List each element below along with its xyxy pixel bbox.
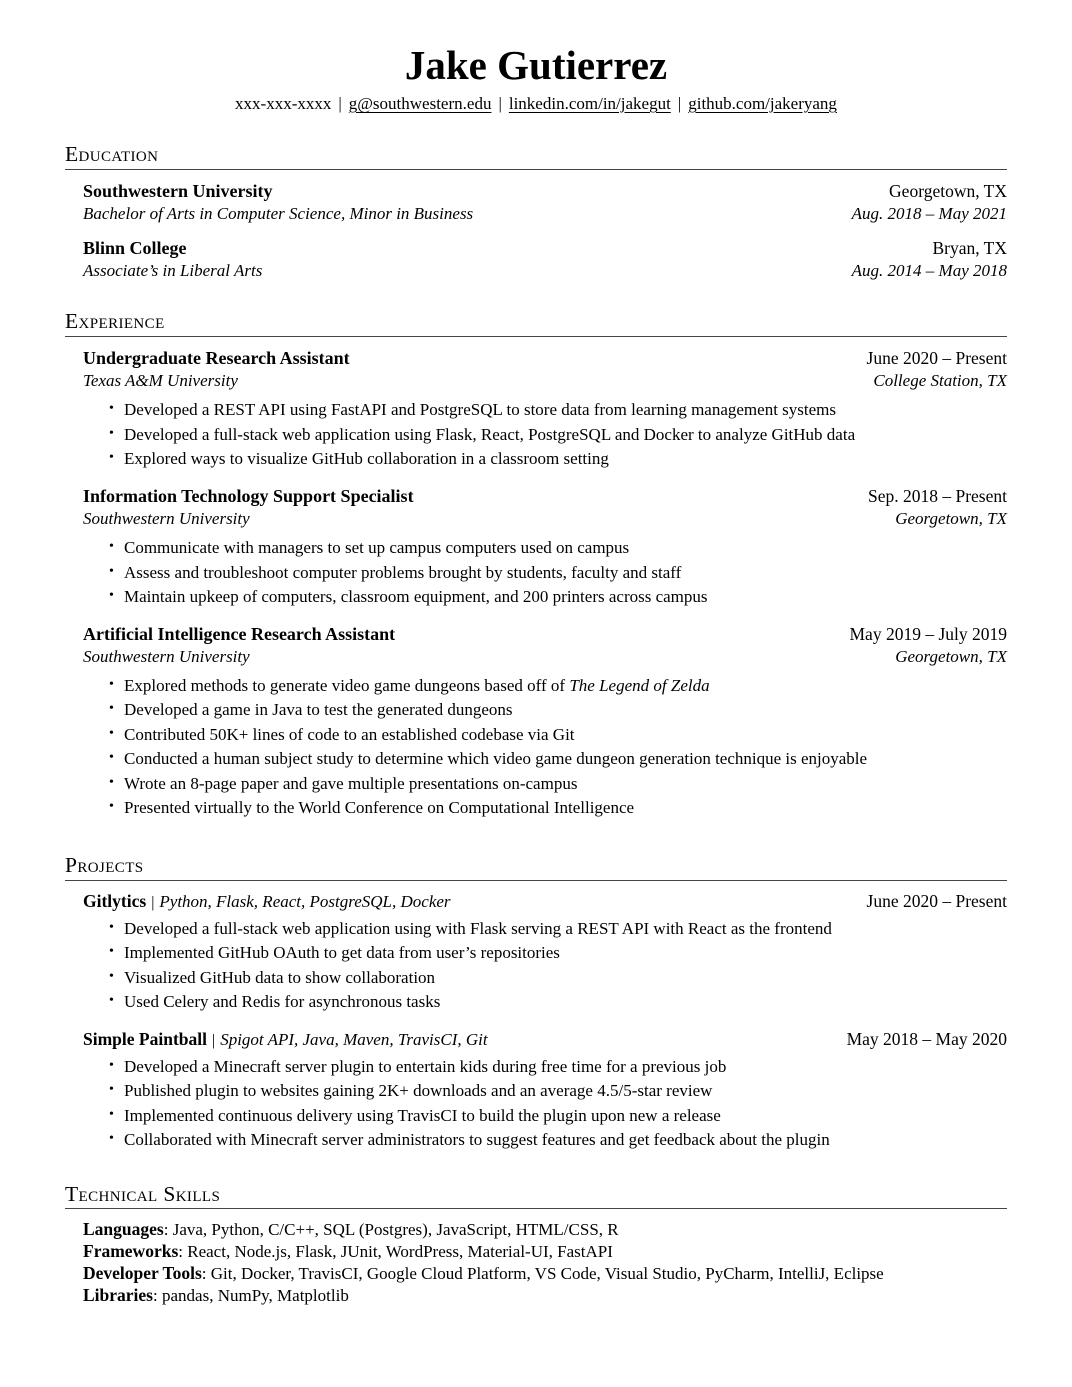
contact-separator: | [498, 94, 502, 114]
project-stack: Spigot API, Java, Maven, TravisCI, Git [220, 1029, 488, 1049]
section-skills [65, 1183, 1007, 1307]
email-link[interactable]: g@southwestern.edu [348, 94, 492, 114]
project-bullet-list [83, 917, 1007, 1015]
phone-text: xxx-xxx-xxxx [235, 94, 332, 114]
skills-row [83, 1219, 1007, 1241]
degree: Associate’s in Liberal Arts [83, 261, 263, 281]
bullet-item: • Assess and troubleshoot computer problems brought by students, faculty and staff [124, 561, 1007, 586]
bullet-text: Explored methods to generate video game dungeons based off of [124, 675, 570, 695]
skills-value: Git, Docker, TravisCI, Google Cloud Platform, VS Code, Visual Studio, PyCharm, IntelliJ, Eclipse [210, 1263, 884, 1283]
linkedin-link[interactable]: linkedin.com/in/jakegut [508, 94, 671, 114]
bullet-item: • Explored ways to visualize GitHub collaboration in a classroom setting [124, 447, 1007, 472]
contact-line [65, 94, 1007, 114]
skills-row [83, 1285, 1007, 1307]
job-entry [83, 623, 1007, 821]
bullet-item: • Conducted a human subject study to determine which video game dungeon generation technique is enjoyable [124, 747, 1007, 772]
project-entry [83, 1029, 1007, 1153]
skills-label: Languages [83, 1219, 164, 1240]
section-education [65, 143, 1007, 283]
bullet-item [124, 674, 1007, 699]
skills-row [83, 1241, 1007, 1263]
skills-value: React, Node.js, Flask, JUnit, WordPress, Material-UI, FastAPI [187, 1242, 613, 1262]
job-location: Georgetown, TX [895, 509, 1007, 529]
education-dates: Aug. 2014 – May 2018 [851, 261, 1007, 281]
skills-label: Developer Tools [83, 1262, 202, 1283]
skills-value: Java, Python, C/C++, SQL (Postgres), JavaScript, HTML/CSS, R [172, 1220, 619, 1240]
section-title-education: Education [65, 143, 1007, 170]
job-dates: June 2020 – Present [866, 347, 1007, 368]
section-title-projects: Projects [65, 854, 1007, 881]
bullet-item: • Visualized GitHub data to show collaboration [124, 966, 1007, 991]
education-entry [83, 237, 1007, 283]
bullet-item: • Implemented continuous delivery using TravisCI to build the plugin upon new a release [124, 1104, 1007, 1129]
project-name: Gitlytics [83, 890, 147, 911]
skills-label: Frameworks [83, 1241, 179, 1262]
job-bullet-list [83, 674, 1007, 821]
project-separator: | [211, 1031, 216, 1049]
skills-label: Libraries [83, 1284, 153, 1305]
company-name: Southwestern University [83, 509, 250, 529]
project-name: Simple Paintball [83, 1028, 207, 1049]
bullet-item: • Developed a full-stack web application using Flask, React, PostgreSQL and Docker to analyze GitHub data [124, 423, 1007, 448]
job-title: Information Technology Support Specialist [83, 485, 414, 506]
skills-value: pandas, NumPy, Matplotlib [161, 1285, 349, 1305]
institution-location: Bryan, TX [932, 238, 1007, 259]
skills-separator: : [178, 1242, 188, 1262]
job-entry [83, 347, 1007, 472]
skills-separator: : [153, 1285, 162, 1305]
institution-name: Blinn College [83, 238, 187, 259]
bullet-item: • Contributed 50K+ lines of code to an established codebase via Git [124, 723, 1007, 748]
project-dates: June 2020 – Present [866, 890, 1007, 911]
candidate-name: Jake Gutierrez [404, 42, 668, 88]
project-entry [83, 891, 1007, 1015]
skills-separator: : [163, 1220, 173, 1240]
bullet-item: • Maintain upkeep of computers, classroom equipment, and 200 printers across campus [124, 585, 1007, 610]
job-dates: Sep. 2018 – Present [867, 485, 1007, 506]
project-stack: Python, Flask, React, PostgreSQL, Docker [159, 891, 451, 911]
project-dates: May 2018 – May 2020 [846, 1028, 1007, 1049]
degree: Bachelor of Arts in Computer Science, Minor in Business [83, 204, 474, 224]
bullet-item: • Implemented GitHub OAuth to get data from user’s repositories [124, 941, 1007, 966]
company-name: Southwestern University [83, 647, 250, 667]
bullet-item: • Developed a Minecraft server plugin to entertain kids during free time for a previous job [124, 1055, 1007, 1080]
bullet-item: • Collaborated with Minecraft server administrators to suggest features and get feedback about the plugin [124, 1128, 1007, 1153]
bullet-item: • Developed a game in Java to test the generated dungeons [124, 698, 1007, 723]
institution-location: Georgetown, TX [889, 180, 1007, 201]
project-heading [83, 1029, 488, 1050]
bullet-item: • Wrote an 8-page paper and gave multiple presentations on-campus [124, 772, 1007, 797]
contact-separator: | [338, 94, 342, 114]
bullet-item: • Developed a REST API using FastAPI and PostgreSQL to store data from learning management systems [124, 398, 1007, 423]
section-projects [65, 854, 1007, 1153]
bullet-item: • Communicate with managers to set up campus computers used on campus [124, 536, 1007, 561]
company-name: Texas A&M University [83, 371, 238, 391]
job-entry [83, 485, 1007, 610]
education-entry [83, 180, 1007, 226]
skills-separator: : [201, 1263, 211, 1283]
institution-name: Southwestern University [83, 180, 273, 201]
project-bullet-list [83, 1055, 1007, 1153]
job-title: Artificial Intelligence Research Assistant [83, 623, 396, 644]
bullet-item: • Used Celery and Redis for asynchronous tasks [124, 990, 1007, 1015]
bullet-item: • Published plugin to websites gaining 2K+ downloads and an average 4.5/5-star review [124, 1079, 1007, 1104]
job-location: College Station, TX [873, 371, 1007, 391]
bullet-item: • Developed a full-stack web application using with Flask serving a REST API with React as the frontend [124, 917, 1007, 942]
bullet-item: • Presented virtually to the World Conference on Computational Intelligence [124, 796, 1007, 821]
skills-row [83, 1263, 1007, 1285]
project-separator: | [151, 893, 155, 911]
job-title: Undergraduate Research Assistant [83, 347, 350, 368]
job-bullet-list [83, 536, 1007, 610]
job-location: Georgetown, TX [895, 647, 1007, 667]
skills-list [83, 1219, 1007, 1306]
job-bullet-list [83, 398, 1007, 472]
github-link[interactable]: github.com/jakeryang [688, 94, 837, 114]
education-dates: Aug. 2018 – May 2021 [851, 204, 1007, 224]
section-title-skills: Technical Skills [65, 1183, 1007, 1210]
bullet-emphasis: The Legend of Zelda [569, 675, 710, 695]
section-title-experience: Experience [65, 310, 1007, 337]
project-heading [83, 891, 451, 912]
job-dates: May 2019 – July 2019 [849, 623, 1007, 644]
contact-separator: | [677, 94, 682, 114]
section-experience [65, 310, 1007, 821]
